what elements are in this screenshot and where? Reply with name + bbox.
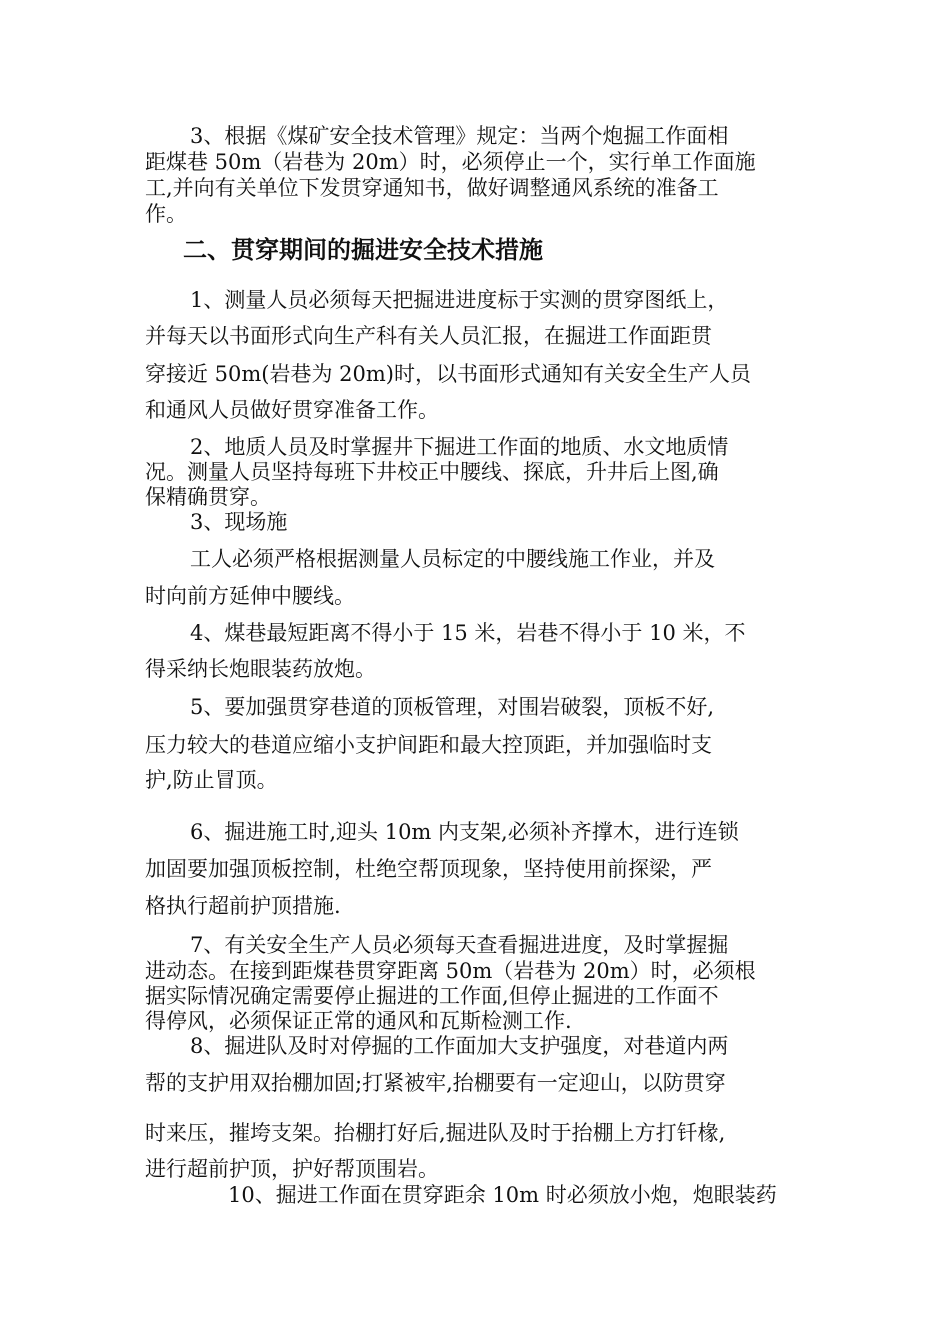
item-2-line-1: 2、地质人员及时掌握井下掘进工作面的地质、水文地质情 xyxy=(190,435,729,459)
item-3-line-2: 工人必须严格根据测量人员标定的中腰线施工作业，并及 xyxy=(190,547,715,571)
item-5-line-1: 5、要加强贯穿巷道的顶板管理，对围岩破裂，顶板不好, xyxy=(190,695,715,719)
item-8-line-1: 8、掘进队及时对停掘的工作面加大支护强度，对巷道内两 xyxy=(190,1034,729,1058)
item-7-line-4: 得停风，必须保证正常的通风和瓦斯检测工作. xyxy=(145,1009,572,1033)
item-10-line-1: 10、掘进工作面在贯穿距余 10m 时必须放小炮，炮眼装药 xyxy=(228,1183,777,1207)
item-3-line-3: 时向前方延伸中腰线。 xyxy=(145,584,355,608)
item-1-line-3: 穿接近 50m(岩巷为 20m)时，以书面形式通知有关安全生产人员 xyxy=(145,362,752,386)
para-3-line-2: 距煤巷 50m（岩巷为 20m）时，必须停止一个，实行单工作面施 xyxy=(145,150,756,174)
para-3-line-3: 工,并向有关单位下发贯穿通知书，做好调整通风系统的准备工 xyxy=(145,176,719,200)
item-7-line-2: 进动态。在接到距煤巷贯穿距离 50m（岩巷为 20m）时，必须根 xyxy=(145,959,756,983)
item-6-line-3: 格执行超前护顶措施. xyxy=(145,894,341,918)
item-1-line-1: 1、测量人员必须每天把掘进进度标于实测的贯穿图纸上， xyxy=(190,288,729,312)
para-3-line-1: 3、根据《煤矿安全技术管理》规定：当两个炮掘工作面相 xyxy=(190,124,729,148)
item-5-line-2: 压力较大的巷道应缩小支护间距和最大控顶距，并加强临时支 xyxy=(145,733,712,757)
item-7-line-3: 据实际情况确定需要停止掘进的工作面,但停止掘进的工作面不 xyxy=(145,984,719,1008)
item-8-line-4: 进行超前护顶，护好帮顶围岩。 xyxy=(145,1157,439,1181)
section-heading: 二、贯穿期间的掘进安全技术措施 xyxy=(183,235,543,264)
item-6-line-1: 6、掘进施工时,迎头 10m 内支架,必须补齐撑木，进行连锁 xyxy=(190,820,739,844)
item-1-line-4: 和通风人员做好贯穿准备工作。 xyxy=(145,398,439,422)
item-3-line-1: 3、现场施 xyxy=(190,510,288,534)
item-5-line-3: 护,防止冒顶。 xyxy=(145,768,278,792)
item-4-line-1: 4、煤巷最短距离不得小于 15 米，岩巷不得小于 10 米，不 xyxy=(190,621,746,645)
item-1-line-2: 并每天以书面形式向生产科有关人员汇报，在掘进工作面距贯 xyxy=(145,324,712,348)
item-8-line-3: 时来压，摧垮支架。抬棚打好后,掘进队及时于抬棚上方打钎椽, xyxy=(145,1121,726,1145)
item-6-line-2: 加固要加强顶板控制，杜绝空帮顶现象，坚持使用前探梁，严 xyxy=(145,857,712,881)
para-3-line-4: 作。 xyxy=(145,202,187,226)
item-8-line-2: 帮的支护用双抬棚加固;打紧被牢,抬棚要有一定迎山，以防贯穿 xyxy=(145,1071,726,1095)
item-2-line-3: 保精确贯穿。 xyxy=(145,485,271,509)
item-4-line-2: 得采纳长炮眼装药放炮。 xyxy=(145,657,376,681)
item-7-line-1: 7、有关安全生产人员必须每天查看掘进进度，及时掌握掘 xyxy=(190,933,729,957)
item-2-line-2: 况。测量人员坚持每班下井校正中腰线、探底，升井后上图,确 xyxy=(145,460,719,484)
